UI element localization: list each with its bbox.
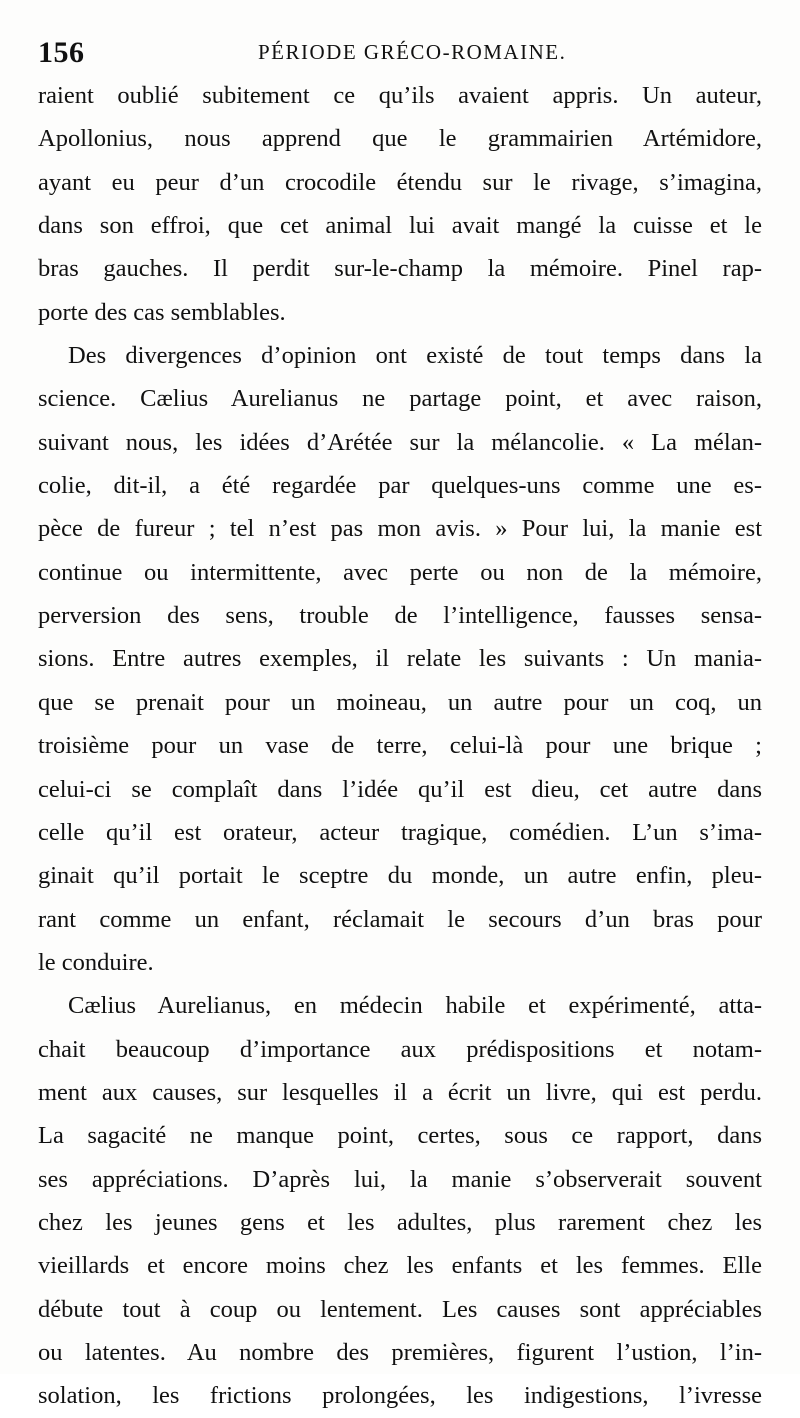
text-line: pèce de fureur ; tel n’est pas mon avis. » Pour lui, la manie est [38,515,762,543]
text-line: vieillards et encore moins chez les enfants et les femmes. Elle [38,1252,762,1280]
text-line: porte des cas semblables. [38,298,286,326]
text-line: dans son effroi, que cet animal lui avait mangé la cuisse et le [38,212,762,240]
text-line: ayant eu peur d’un crocodile étendu sur le rivage, s’imagina, [38,168,762,196]
text-line: La sagacité ne manque point, certes, sous ce rapport, dans [38,1122,762,1150]
text-line: science. Cælius Aurelianus ne partage point, et avec raison, [38,385,762,413]
text-line: bras gauches. Il perdit sur-le-champ la mémoire. Pinel rap- [38,255,762,283]
text-line: Apollonius, nous apprend que le grammairien Artémidore, [38,125,762,153]
text-line: débute tout à coup ou lentement. Les causes sont appréciables [38,1295,762,1323]
text-line: celui-ci se complaît dans l’idée qu’il est dieu, cet autre dans [38,775,762,803]
text-line: troisième pour un vase de terre, celui-là pour une brique ; [38,732,762,760]
text-line: Cælius Aurelianus, en médecin habile et expérimenté, atta- [68,992,762,1020]
text-line: ou latentes. Au nombre des premières, figurent l’ustion, l’in- [38,1338,762,1366]
running-head: PÉRIODE GRÉCO-ROMAINE. [258,40,567,64]
text-line: que se prenait pour un moineau, un autre pour un coq, un [38,688,762,716]
text-line: ginait qu’il portait le sceptre du monde, un autre enfin, pleu- [38,862,762,890]
page-header [38,28,778,78]
text-line: le conduire. [38,948,154,976]
body-text [38,74,762,1418]
text-line: raient oublié subitement ce qu’ils avaient appris. Un auteur, [38,82,762,109]
text-line: continue ou intermittente, avec perte ou non de la mémoire, [38,558,762,586]
text-line: Des divergences d’opinion ont existé de tout temps dans la [68,342,762,370]
text-line: celle qu’il est orateur, acteur tragique, comédien. L’un s’ima- [38,818,762,846]
text-line: perversion des sens, trouble de l’intelligence, fausses sensa- [38,602,762,630]
text-line: solation, les frictions prolongées, les indigestions, l’ivresse [38,1382,762,1410]
text-line: ses appréciations. D’après lui, la manie s’observerait souvent [38,1165,762,1193]
text-line: suivant nous, les idées d’Arétée sur la mélancolie. « La mélan- [38,428,762,456]
text-line: rant comme un enfant, réclamait le secours d’un bras pour [38,905,762,933]
text-line: sions. Entre autres exemples, il relate les suivants : Un mania- [38,645,762,673]
text-line: colie, dit-il, a été regardée par quelques-uns comme une es- [38,472,762,500]
text-line: ment aux causes, sur lesquelles il a écrit un livre, qui est perdu. [38,1078,762,1106]
text-line: chait beaucoup d’importance aux prédispositions et notam- [38,1035,762,1063]
page-number: 156 [38,36,85,69]
text-line: chez les jeunes gens et les adultes, plus rarement chez les [38,1208,762,1236]
